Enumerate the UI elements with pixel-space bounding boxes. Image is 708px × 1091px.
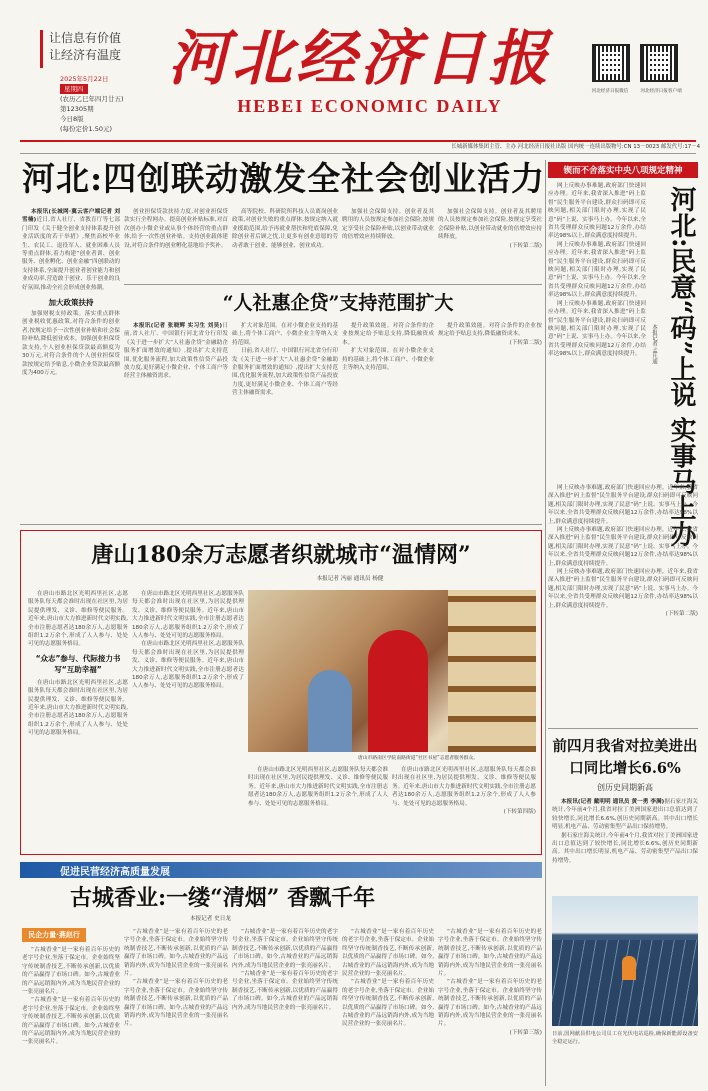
sub-text-2: 扩大对象范围。在对小微企业支持的基础上,将个体工商户、小微企业主等纳入支持范围。 (232, 323, 338, 346)
bottom-col-2 (124, 928, 228, 1086)
sub-headline: “人社惠企贷”支持范围扩大 (222, 292, 454, 314)
bottom-col-1 (22, 946, 120, 1086)
bottom-text-1b: “古城香业”是一家有着百年历史的老字号企业,坐落于保定市。企业始终坚守传统制香技艺,不断传承创新,以优质的产品赢得了市场口碑。如今,古城香业的产品远销海内外,成为当地民营企业的一张亮丽名片。 (22, 997, 120, 1046)
bottom-text-2b: “古城香业”是一家有着百年历史的老字号企业,坐落于保定市。企业始终坚守传统制香技艺,不断传承创新,以优质的产品赢得了市场口碑。如今,古城香业的产品远销海内外,成为当地民营企业的一张亮丽名片。 (124, 979, 228, 1028)
tangshan-subhead: “众志”参与、代际接力书写“互助幸福” (35, 653, 121, 674)
lead-col-4 (342, 208, 434, 268)
lead-col-5 (438, 208, 542, 268)
slogan-box (40, 30, 130, 68)
sub-col-4 (438, 322, 542, 470)
tangshan-text-3: 在唐山市路北区光明西里社区,志愿服务队每天都会准时出现在社区里,为居民提供理发、义诊、维修等便民服务。近年来,唐山市大力推进新时代文明实践,全市注册志愿者达180余万人,志愿服务组织1.2万余个,形成了人人参与、处处可见的志愿服务格局。 (248, 767, 388, 807)
right-banner-text: 锲而不舍落实中央八项规定精神 (563, 166, 683, 176)
bottom-tag-text: 民企力量·燕赵行 (28, 931, 80, 939)
bottom-col-5 (438, 928, 542, 1086)
info-line: 长城新媒体集团主管、主办 河北经济日报社出版 国内统一连续出版物号:CN 13－0023 邮发代号:17－4 (451, 144, 700, 150)
newspaper-title-en: HEBEI ECONOMIC DAILY (237, 96, 503, 116)
tangshan-photo-caption: 唐山市路南区学院南路街道“社区书屋”志愿者服务群众。 (357, 756, 479, 761)
solar-workers (622, 956, 636, 980)
right-text-1b: 网上反映办事难题,政府部门快速回应办理。近年来,我省深入推进“码上监督”民生服务平台建设,群众扫码即可反映问题,相关部门限时办理,实现了民意“码”上说、实事马上办。今年以来,全省共受理群众反映问题12万余件,办结率达98%以上,群众满意度持续提升。 (548, 241, 646, 299)
lead-headline: 河北:四创联动激发全社会创业活力 (22, 160, 546, 198)
sub-text-3: 提升政策效能。对符合条件的企业按规定给予贴息支持,降低融资成本。 (342, 323, 434, 346)
lead-text-2: 创业担保贷款扶持力度,对创业担保贷款实行全程网办。提高创业补贴标准,对首次创办小微企业或从事个体经营的重点群体,给予一次性创业补贴。支持创业载体建设,对符合条件的创业孵化基地给予奖补。 (124, 209, 228, 249)
tangshan-text-2: 在唐山市路北区光明西里社区,志愿服务队每天都会准时出现在社区里,为居民提供理发、义诊、维修等便民服务。近年来,唐山市大力推进新时代文明实践,全市注册志愿者达180余万人,志愿服务组织1.2万余个,形成了人人参与、处处可见的志愿服务格局。 (132, 591, 244, 640)
trade-text-b: 据石家庄海关统计,今年前4个月,我省对拉丁美洲国家进出口总值达到了较快增长,同比增长6.6%,创历史同期新高。其中出口增长明显,机电产品、劳动密集型产品出口保持增势。 (552, 832, 698, 864)
right-vertical-title: 河北:民意“码”上说 实事马上办 (666, 186, 696, 547)
bottom-text-3: “古城香业”是一家有着百年历史的老字号企业,坐落于保定市。企业始终坚守传统制香技艺,不断传承创新,以优质的产品赢得了市场口碑。如今,古城香业的产品远销海内外,成为当地民营企业的一张亮丽名片。 (232, 929, 338, 969)
issue-number: 第12305期 (60, 105, 94, 113)
bottom-text-3b: “古城香业”是一家有着百年历史的老字号企业,坐落于保定市。企业始终坚守传统制香技艺,不断传承创新,以优质的产品赢得了市场口碑。如今,古城香业的产品远销海内外,成为当地民营企业的一张亮丽名片。 (232, 971, 338, 1011)
sub-text-1: 日前,省人社厅、中国银行河北省分行印发《关于进一步扩大“人社惠企贷”金融助企服务扩面增效的通知》,提出扩大支持范围,优化服务流程,加大政策性信贷产品投放力度,更好满足小微企业、个体工商户等经营主体融资需求。 (124, 323, 228, 380)
tangshan-col-1 (28, 590, 128, 848)
right-text-1c: 网上反映办事难题,政府部门快速回应办理。近年来,我省深入推进“码上监督”民生服务平台建设,群众扫码即可反映问题,相关部门限时办理,实现了民意“码”上说、实事马上办。今年以来,全省共受理群众反映问题12万余件,办结率达98%以上,群众满意度持续提升。 (548, 300, 646, 358)
right-banner (548, 162, 698, 178)
bottom-text-1: “古城香业”是一家有着百年历史的老字号企业,坐落于保定市。企业始终坚守传统制香技艺,不断传承创新,以优质的产品赢得了市场口碑。如今,古城香业的产品远销海内外,成为当地民营企业的一张亮丽名片。 (22, 947, 120, 996)
lead-text-5: 加强社会保障支持。创业者及其聘用的人员按规定参加社会保险,按规定享受社会保险补贴,以创业带动就业的倍增效应持续释放。 (438, 209, 542, 241)
tangshan-headline: 唐山180余万志愿者织就城市“温情网” (91, 542, 471, 568)
slogan-line-2: 让经济有温度 (49, 48, 122, 62)
sub-continued: (下转第二版) (509, 339, 542, 346)
bottom-text-5b: “古城香业”是一家有着百年历史的老字号企业,坐落于保定市。企业始终坚守传统制香技艺,不断传承创新,以优质的产品赢得了市场口碑。如今,古城香业的产品远销海内外,成为当地民营企业的一张亮丽名片。 (438, 979, 542, 1028)
sub-text-3b: 扩大对象范围。在对小微企业支持的基础上,将个体工商户、小微企业主等纳入支持范围。 (342, 348, 434, 372)
qr-label-app: 河北经济日报客户端 (640, 89, 682, 94)
lead-sub-divider (124, 284, 542, 285)
newspaper-title: 河北经济日报 (168, 24, 552, 94)
tangshan-text-4: 在唐山市路北区光明西里社区,志愿服务队每天都会准时出现在社区里,为居民提供理发、义诊、维修等便民服务。近年来,唐山市大力推进新时代文明实践,全市注册志愿者达180余万人,志愿服务组织1.2万余个,形成了人人参与、处处可见的志愿服务格局。 (392, 767, 536, 807)
tangshan-photo (248, 590, 536, 752)
info-rule (20, 153, 696, 154)
issue-date: 2025年5月22日 (60, 75, 109, 83)
qr-label-wechat: 河北经济日报微信 (591, 89, 629, 94)
page-count: 今日8版 (60, 115, 84, 123)
right-byline: 本报记者 孟凡迪 (651, 324, 657, 365)
photo-child (308, 670, 352, 752)
right-text-1: 网上反映办事难题,政府部门快速回应办理。近年来,我省深入推进“码上监督”民生服务平台建设,群众扫码即可反映问题,相关部门限时办理,实现了民意“码”上说、实事马上办。今年以来,全省共受理群众反映问题12万余件,办结率达98%以上,群众满意度持续提升。 (548, 183, 646, 240)
trade-body (552, 798, 698, 892)
lead-text-3: 高等院校、科研院所科技人员离岗创业政策,对创业失败的重点群体,按规定纳入就业援助范围,给予再就业帮扶和兜底保障,免除创业者后顾之忧,让更多有创业意愿的劳动者敢于创业、能够创业、创业成功。 (232, 209, 338, 249)
lunar-date: (农历乙巳年四月廿五) (60, 95, 124, 103)
lead-bottom-divider (20, 524, 542, 525)
lead-text-1b: 加强财税支持政策。落实重点群体创业税收优惠政策,对符合条件的创业者,按规定给予一次性创业补贴和社会保险补贴,降低创业成本。加强创业担保贷款支持,个人创业担保贷款最高额度为30万元,对符合条件的个人创业担保贷款按规定给予贴息,小微企业贷款最高额度为400万元。 (22, 311, 120, 376)
bottom-continued: (下转第三版) (509, 1029, 542, 1036)
strip-text: 促进民营经济高质量发展 (60, 866, 170, 878)
sub-text-4: 提升政策效能。对符合条件的企业按规定给予贴息支持,降低融资成本。 (438, 323, 542, 338)
tangshan-text-1: 在唐山市路北区光明西里社区,志愿服务队每天都会准时出现在社区里,为居民提供理发、义诊、维修等便民服务。近年来,唐山市大力推进新时代文明实践,全市注册志愿者达180余万人,志愿服务组织1.2万余个,形成了人人参与、处处可见的志愿服务格局。 (28, 591, 128, 648)
lead-subhead: 加大政策扶持 (48, 298, 94, 308)
private-economy-strip (20, 862, 542, 878)
tangshan-text-2b: 在唐山市路北区光明西里社区,志愿服务队每天都会准时出现在社区里,为居民提供理发、义诊、维修等便民服务。近年来,唐山市大力推进新时代文明实践,全市注册志愿者达180余万人,志愿服务组织1.2万余个,形成了人人参与、处处可见的志愿服务格局。 (132, 641, 244, 690)
sub-text-2b: 日前,省人社厅、中国银行河北省分行印发《关于进一步扩大“人社惠企贷”金融助企服务扩面增效的通知》,提出扩大支持范围,优化服务流程,加大政策性信贷产品投放力度,更好满足小微企业、个体工商户等经营主体融资需求。 (232, 348, 338, 397)
lead-byline: 本报讯(长城网·冀云客户端记者 刘雪楠) (22, 209, 120, 224)
bottom-byline: 本报记者 史日龙 (190, 916, 231, 922)
right-text-2: 网上反映办事难题,政府部门快速回应办理。近年来,我省深入推进“码上监督”民生服务平台建设,群众扫码即可反映问题,相关部门限时办理,实现了民意“码”上说、实事马上办。今年以来,全省共受理群众反映问题12万余件,办结率达98%以上,群众满意度持续提升。 (548, 485, 698, 525)
right-continued: (下转第二版) (665, 611, 698, 618)
bottom-text-2: “古城香业”是一家有着百年历史的老字号企业,坐落于保定市。企业始终坚守传统制香技艺,不断传承创新,以优质的产品赢得了市场口碑。如今,古城香业的产品远销海内外,成为当地民营企业的一张亮丽名片。 (124, 929, 228, 978)
solar-panels (552, 940, 698, 1026)
date-block (60, 74, 140, 140)
right-text-2b: 网上反映办事难题,政府部门快速回应办理。近年来,我省深入推进“码上监督”民生服务平台建设,群众扫码即可反映问题,相关部门限时办理,实现了民意“码”上说、实事马上办。今年以来,全省共受理群众反映问题12万余件,办结率达98%以上,群众满意度持续提升。 (548, 527, 698, 567)
right-col-text-1 (548, 182, 646, 482)
column-divider-right (545, 160, 546, 1086)
bottom-text-5: “古城香业”是一家有着百年历史的老字号企业,坐落于保定市。企业始终坚守传统制香技艺,不断传承创新,以优质的产品赢得了市场口碑。如今,古城香业的产品远销海内外,成为当地民营企业的一张亮丽名片。 (438, 929, 542, 978)
tangshan-byline: 本报记者 冯丽 通讯员 杨健 (316, 576, 384, 582)
qr-code-app (640, 44, 678, 82)
trade-byline: 本报讯(记者 戴明明 通讯员 黄一勇 李满) (560, 799, 665, 805)
tangshan-col-3 (248, 766, 388, 850)
right-col-text-2 (548, 484, 698, 724)
sub-byline: 本报讯(记者 张晓辉 实习生 刘昊) (132, 323, 223, 329)
lead-continued: (下转第二版) (509, 242, 542, 249)
photo-shelf (448, 590, 536, 752)
sub-col-2 (232, 322, 338, 470)
bottom-tag (22, 928, 86, 942)
right-text-2c: 网上反映办事难题,政府部门快速回应办理。近年来,我省深入推进“码上监督”民生服务平台建设,群众扫码即可反映问题,相关部门限时办理,实现了民意“码”上说、实事马上办。今年以来,全省共受理群众反映问题12万余件,办结率达98%以上,群众满意度持续提升。 (548, 569, 698, 609)
sub-col-3 (342, 322, 434, 470)
tangshan-continued: (下转第四版) (503, 809, 536, 816)
lead-text-4: 加强社会保障支持。创业者及其聘用的人员按规定参加社会保险,按规定享受社会保险补贴,以创业带动就业的倍增效应持续释放。 (342, 209, 434, 241)
solar-photo (552, 896, 698, 1026)
lead-text-1: 近日,省人社厅、省教育厅等七部门印发《关于健全创业支持体系提升创业活跃度的若干举措》,聚焦高校毕业生、农民工、退役军人、就业困难人员等重点群体,着力构建“创业者训、创业服务、创业孵化、创业金融”四创联动的支持体系,全面提升创业者创业能力和创业成功率,营造敢于创业、乐于创业的良好氛围,推动全社会形成创业热潮。 (22, 217, 120, 291)
trade-text: 据石家庄海关统计,今年前4个月,我省对拉丁美洲国家进出口总值达到了较快增长,同比增长6.6%,创历史同期新高。其中出口增长明显,机电产品、劳动密集型产品出口保持增势。 (552, 799, 698, 831)
tangshan-col-2 (132, 590, 244, 848)
bottom-col-3 (232, 928, 338, 1086)
bottom-text-4: “古城香业”是一家有着百年历史的老字号企业,坐落于保定市。企业始终坚守传统制香技艺,不断传承创新,以优质的产品赢得了市场口碑。如今,古城香业的产品远销海内外,成为当地民营企业的一张亮丽名片。 (342, 929, 434, 978)
masthead (0, 0, 708, 143)
slogan-line-1: 让信息有价值 (49, 31, 122, 45)
bottom-headline: 古城香业:一缕“清烟” 香飘千年 (70, 885, 376, 911)
bottom-text-4b: “古城香业”是一家有着百年历史的老字号企业,坐落于保定市。企业始终坚守传统制香技艺,不断传承创新,以优质的产品赢得了市场口碑。如今,古城香业的产品远销海内外,成为当地民营企业的一张亮丽名片。 (342, 979, 434, 1028)
solar-photo-caption: 日前,国网献县供电公司员工在光伏电站巡检,确保新能源设备安全稳定运行。 (552, 1031, 698, 1045)
trade-headline: 前四月我省对拉美进出口同比增长6.6% (552, 738, 698, 777)
lead-col-3 (232, 208, 338, 268)
tangshan-text-1b: 在唐山市路北区光明西里社区,志愿服务队每天都会准时出现在社区里,为居民提供理发、义诊、维修等便民服务。近年来,唐山市大力推进新时代文明实践,全市注册志愿者达180余万人,志愿服务组织1.2万余个,形成了人人参与、处处可见的志愿服务格局。 (28, 679, 128, 737)
qr-code-wechat (592, 44, 630, 82)
lead-col-1 (22, 208, 120, 470)
tangshan-col-4 (392, 766, 536, 850)
sub-col-1 (124, 322, 228, 470)
weekday: 星期四 (60, 84, 88, 94)
photo-person (368, 630, 428, 752)
price: (每份定价1.50元) (60, 125, 113, 133)
right-trade-divider (548, 728, 698, 729)
trade-subhead: 创历史同期新高 (597, 783, 653, 792)
bottom-col-4 (342, 928, 434, 1086)
